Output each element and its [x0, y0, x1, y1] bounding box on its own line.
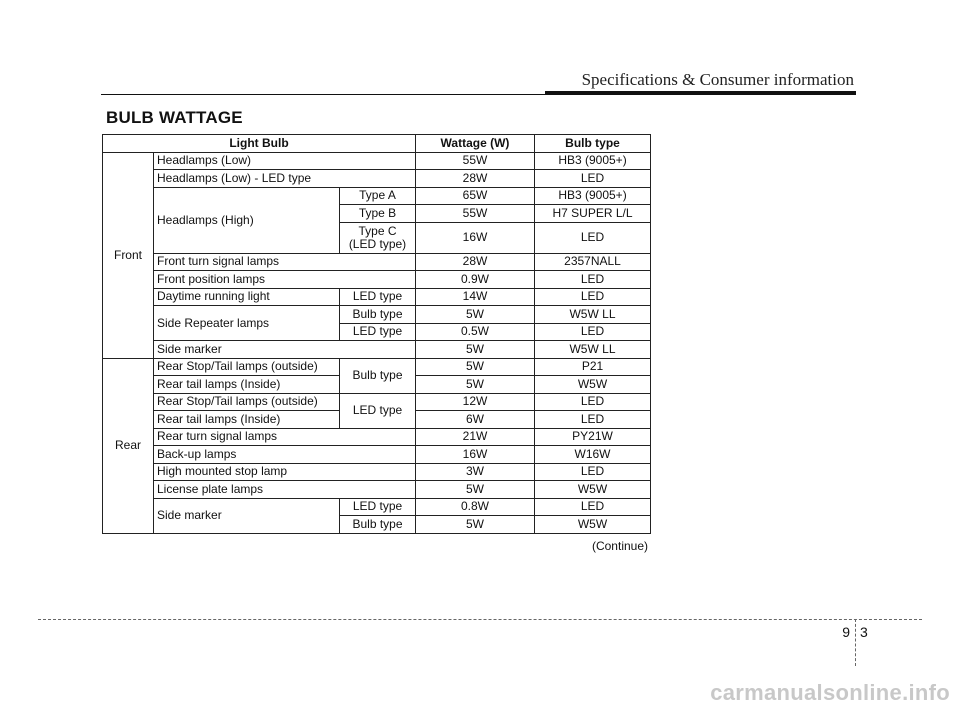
footer-rule	[38, 619, 922, 620]
row-wattage: 6W	[416, 411, 535, 429]
table-row	[103, 393, 651, 411]
variant-line: (LED type)	[348, 236, 407, 251]
row-wattage: 16W	[416, 222, 535, 253]
row-variant: LED type	[340, 498, 416, 516]
table-row	[103, 498, 651, 516]
row-bulb-type: HB3 (9005+)	[535, 187, 651, 205]
row-bulb-type: LED	[535, 323, 651, 341]
row-wattage: 5W	[416, 516, 535, 534]
row-wattage: 5W	[416, 376, 535, 394]
row-variant: Type B	[340, 205, 416, 223]
table-row	[103, 463, 651, 481]
table-row	[103, 341, 651, 359]
row-bulb-type: HB3 (9005+)	[535, 152, 651, 170]
row-label: Rear Stop/Tail lamps (outside)	[154, 393, 340, 411]
table-header-row	[103, 135, 651, 153]
header-bulb-type: Bulb type	[535, 135, 651, 153]
row-bulb-type: P21	[535, 358, 651, 376]
row-label: Side marker	[154, 341, 416, 359]
row-bulb-type: W16W	[535, 446, 651, 464]
row-label: Rear turn signal lamps	[154, 428, 416, 446]
row-bulb-type: LED	[535, 393, 651, 411]
row-bulb-type: W5W	[535, 376, 651, 394]
row-label: Side Repeater lamps	[154, 306, 340, 341]
row-wattage: 5W	[416, 306, 535, 324]
row-label: Rear tail lamps (Inside)	[154, 411, 340, 429]
row-wattage: 3W	[416, 463, 535, 481]
row-bulb-type: PY21W	[535, 428, 651, 446]
table-row	[103, 428, 651, 446]
bulb-wattage-table	[102, 134, 651, 534]
row-variant	[340, 222, 416, 253]
row-bulb-type: LED	[535, 463, 651, 481]
header-rule	[101, 94, 545, 95]
row-variant: LED type	[340, 323, 416, 341]
page-section-number: 9	[842, 624, 850, 640]
row-bulb-type: 2357NALL	[535, 253, 651, 271]
table-row	[103, 152, 651, 170]
row-label: Headlamps (High)	[154, 187, 340, 253]
row-bulb-type: W5W	[535, 516, 651, 534]
table-row	[103, 306, 651, 324]
row-bulb-type: W5W	[535, 481, 651, 499]
row-wattage: 12W	[416, 393, 535, 411]
row-wattage: 28W	[416, 170, 535, 188]
table-row	[103, 271, 651, 289]
row-wattage: 0.9W	[416, 271, 535, 289]
row-label: Front turn signal lamps	[154, 253, 416, 271]
row-wattage: 0.8W	[416, 498, 535, 516]
header-light-bulb: Light Bulb	[103, 135, 416, 153]
continue-note: (Continue)	[591, 539, 648, 553]
row-label: Rear Stop/Tail lamps (outside)	[154, 358, 340, 376]
variant-line: Type C	[358, 223, 397, 238]
table-row	[103, 187, 651, 205]
row-bulb-type: LED	[535, 411, 651, 429]
row-variant: Bulb type	[340, 516, 416, 534]
table-row	[103, 288, 651, 306]
group-rear: Rear	[103, 358, 154, 533]
table-row	[103, 170, 651, 188]
row-bulb-type: W5W LL	[535, 306, 651, 324]
row-variant: Bulb type	[340, 358, 416, 393]
row-bulb-type: LED	[535, 288, 651, 306]
row-wattage: 55W	[416, 152, 535, 170]
row-wattage: 65W	[416, 187, 535, 205]
row-label: License plate lamps	[154, 481, 416, 499]
table-row	[103, 481, 651, 499]
row-label: Headlamps (Low)	[154, 152, 416, 170]
row-wattage: 28W	[416, 253, 535, 271]
row-bulb-type: W5W LL	[535, 341, 651, 359]
row-variant: Bulb type	[340, 306, 416, 324]
row-wattage: 16W	[416, 446, 535, 464]
header-rule-accent	[545, 91, 856, 95]
row-bulb-type: LED	[535, 271, 651, 289]
row-label: Headlamps (Low) - LED type	[154, 170, 416, 188]
row-wattage: 21W	[416, 428, 535, 446]
row-wattage: 5W	[416, 358, 535, 376]
row-variant: LED type	[340, 288, 416, 306]
table-row	[103, 358, 651, 376]
row-wattage: 5W	[416, 481, 535, 499]
row-label: High mounted stop lamp	[154, 463, 416, 481]
row-wattage: 55W	[416, 205, 535, 223]
row-wattage: 0.5W	[416, 323, 535, 341]
page-number: 3	[860, 624, 868, 640]
row-bulb-type: LED	[535, 498, 651, 516]
row-wattage: 5W	[416, 341, 535, 359]
header-wattage: Wattage (W)	[416, 135, 535, 153]
row-bulb-type: H7 SUPER L/L	[535, 205, 651, 223]
section-title: BULB WATTAGE	[106, 108, 243, 127]
header-title: Specifications & Consumer information	[581, 70, 854, 89]
row-variant: LED type	[340, 393, 416, 428]
footer-divider	[855, 619, 856, 666]
row-label: Front position lamps	[154, 271, 416, 289]
row-label: Daytime running light	[154, 288, 340, 306]
row-bulb-type: LED	[535, 222, 651, 253]
row-label: Rear tail lamps (Inside)	[154, 376, 340, 394]
row-variant: Type A	[340, 187, 416, 205]
table-row	[103, 253, 651, 271]
group-front: Front	[103, 152, 154, 358]
watermark: carmanualsonline.info	[710, 680, 950, 705]
row-bulb-type: LED	[535, 170, 651, 188]
table-row	[103, 446, 651, 464]
row-wattage: 14W	[416, 288, 535, 306]
row-label: Side marker	[154, 498, 340, 533]
row-label: Back-up lamps	[154, 446, 416, 464]
